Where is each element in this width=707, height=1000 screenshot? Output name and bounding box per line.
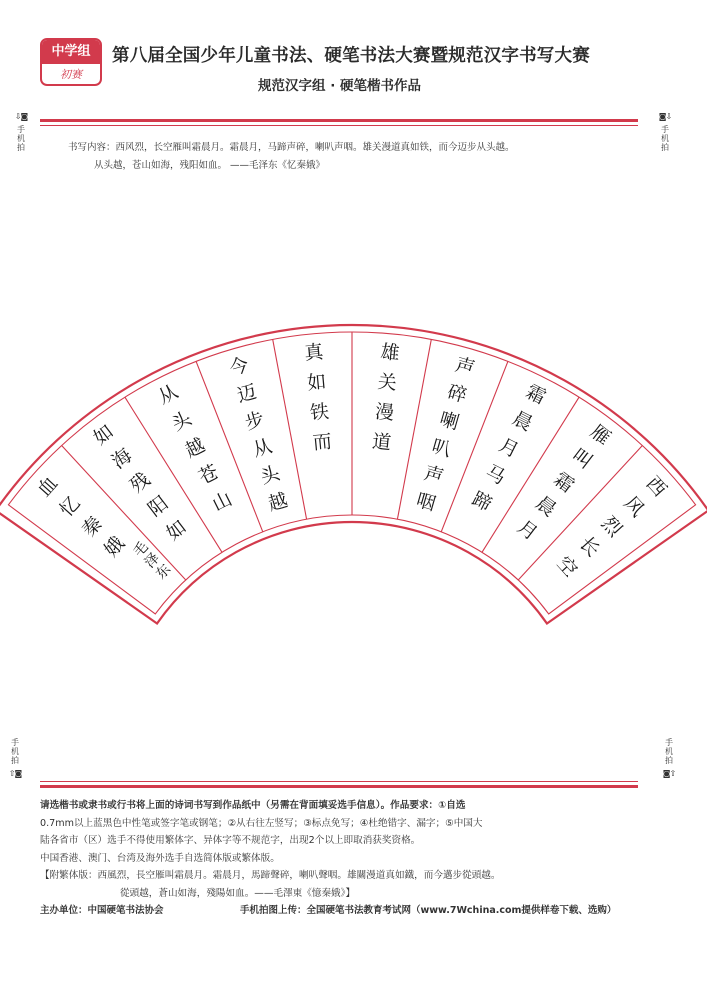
side-note-label: 手机拍: [17, 125, 25, 152]
fan-character: 长: [574, 532, 604, 562]
fan-character: 如: [89, 420, 118, 450]
fan-character: 从: [250, 435, 275, 462]
content-line-2: 从头越，苍山如海，残阳如血。 ——毛泽东《忆秦娥》: [94, 160, 326, 171]
content-label: 书写内容：: [68, 142, 116, 153]
bottom-divider-thin: [40, 781, 638, 782]
fan-signature-character: 泽: [141, 550, 163, 572]
page-title: 第八届全国少年儿童书法、硬笔书法大赛暨规范汉字书写大赛: [112, 46, 590, 66]
fan-character: 霜: [522, 380, 550, 409]
requirements: [40, 797, 670, 903]
camera-icon: ⇧◙: [8, 769, 22, 778]
fan-character: 霜: [549, 468, 579, 498]
fan-character: 苍: [195, 460, 223, 490]
requirements-line-1: 请选楷书或隶书或行书将上面的诗词书写到作品纸中（另需在背面填妥选手信息）。作品要求：①自选: [40, 800, 466, 811]
fan-character: 关: [376, 370, 398, 395]
requirements-line-5: 【附繁体版：西風烈，長空雁叫霜晨月。霜晨月，馬蹄聲碎，喇叭聲咽。雄關漫道真如鐵，而今邁步從頭越。: [40, 870, 501, 882]
fan-character: 阳: [144, 492, 173, 522]
fan-character: 雄: [379, 340, 401, 365]
fan-character: 头: [258, 462, 283, 489]
fan-character: 声: [452, 353, 478, 381]
requirements-line-2: 0.7mm以上蓝黑色中性笔或签字笔或钢笔；②从右往左竖写；③标点免写；④杜绝错字、漏字；⑤中国大: [40, 817, 483, 829]
fan-character: 从: [154, 380, 182, 409]
fan-character: 月: [495, 434, 523, 463]
fan-character: 道: [371, 430, 393, 455]
fan-character: 风: [619, 492, 649, 522]
camera-icon: ◙⇧: [662, 769, 676, 778]
fan-character: 如: [162, 515, 191, 545]
fan-character: 如: [306, 370, 328, 395]
fan-character: 月: [513, 515, 542, 545]
fan-signature-character: 毛: [130, 538, 152, 561]
fan-character: 漫: [373, 400, 395, 425]
side-marker-bottom-left: [10, 738, 20, 778]
fan-character: 越: [265, 489, 291, 516]
side-marker-bottom-right: [664, 738, 674, 778]
fan-character: 雁: [586, 420, 615, 450]
fan-character: 叭: [429, 435, 454, 462]
fan-character: 喇: [437, 407, 462, 435]
footer-upload: 手机拍图上传：全国硬笔书法教育考试网（www.7Wchina.com提供样卷下载、选购）: [240, 905, 617, 916]
requirements-line-6: 從頭越，蒼山如海，殘陽如血。——毛澤東《憶秦娥》】: [120, 887, 356, 899]
side-note-label: 手机拍: [665, 738, 673, 765]
fan-character: 娥: [100, 532, 130, 562]
side-note-label: 手机拍: [661, 125, 669, 152]
fan-frame: [0, 325, 707, 623]
fan-character: 西: [641, 472, 671, 502]
fan-character: 铁: [309, 400, 331, 425]
fan-outer-border: [0, 325, 707, 623]
fan-character: 海: [107, 444, 137, 474]
badge-level: 中学组: [42, 40, 100, 64]
fan-signature-character: 东: [153, 561, 175, 583]
fan-character: 咽: [413, 489, 439, 516]
fan-character: 真: [303, 340, 325, 365]
fan-character: 晨: [531, 492, 560, 522]
camera-icon: ◙⇩: [658, 112, 672, 121]
fan-character: 碎: [444, 380, 470, 408]
fan-character: 残: [125, 468, 155, 498]
fan-character: 今: [226, 353, 252, 381]
requirements-line-3: 陆各省市（区）选手不得使用繁体字、异体字等不规范字，出现2个以上即取消获奖资格。: [40, 835, 421, 847]
fan-character: 叫: [567, 444, 597, 474]
footer-organizer: 主办单位：中国硬笔书法协会: [40, 905, 164, 916]
bottom-divider: [40, 785, 638, 788]
page-subtitle: 规范汉字组 · 硬笔楷书作品: [258, 78, 422, 94]
fan-character: 忆: [55, 492, 85, 522]
requirements-line-4: 中国香港、澳门、台湾及海外选手自选简体版或繁体版。: [40, 852, 280, 864]
fan-character: 秦: [77, 512, 107, 542]
fan-character: 越: [181, 434, 209, 463]
fan-character: 声: [421, 462, 446, 489]
badge-round: 初赛: [60, 68, 82, 81]
fan-character: 步: [242, 407, 267, 435]
side-note-label: 手机拍: [11, 738, 19, 765]
fan-character: 山: [208, 487, 236, 516]
fan-character: 迈: [234, 380, 260, 408]
fan-character: 空: [552, 552, 582, 582]
camera-icon: ⇩◙: [14, 112, 28, 121]
fan-character: 头: [168, 407, 196, 436]
fan-character: 烈: [597, 512, 627, 542]
fan-character: 晨: [508, 407, 536, 436]
content-line-1: 西风烈，长空雁叫霜晨月。霜晨月，马蹄声碎，喇叭声咽。雄关漫道真如铁，而今迈步从头越。: [115, 142, 515, 153]
fan-character: 马: [481, 460, 509, 490]
fan-character: 蹄: [468, 487, 496, 516]
fan-character: 血: [33, 472, 63, 502]
fan-character: 而: [311, 430, 333, 455]
